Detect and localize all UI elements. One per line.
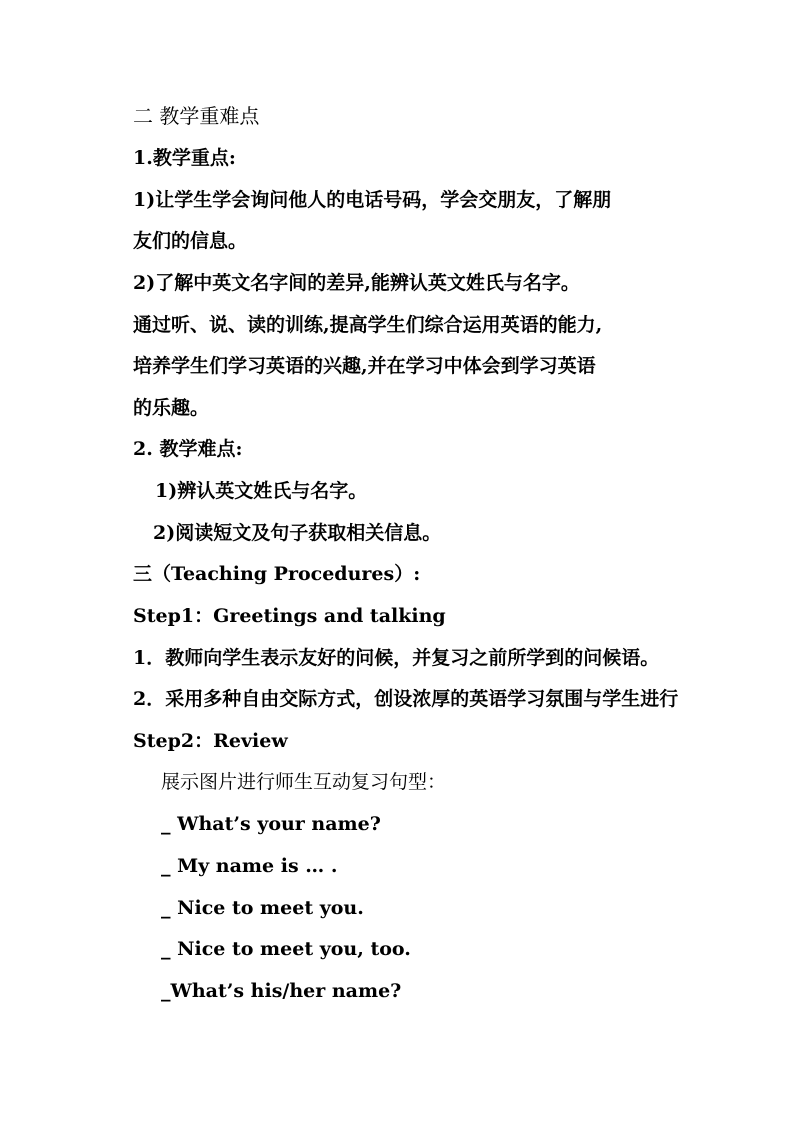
key-point-2: 2)了解中英文名字间的差异,能辨认英文姓氏与名字。 (133, 272, 580, 294)
review-sentence: _ Nice to meet you. (161, 897, 364, 919)
step1-item-1: 1．教师向学生表示友好的问候，并复习之前所学到的问候语。 (133, 647, 660, 669)
section-heading-key-difficult-points: 二 教学重难点 (133, 104, 260, 128)
step2-intro: 展示图片进行师生互动复习句型： (161, 771, 447, 793)
paragraph-line-3: 的乐趣。 (133, 397, 210, 419)
step1-item-2: 2．采用多种自由交际方式，创设浓厚的英语学习氛围与学生进行 (133, 688, 679, 710)
step2-title: Step2：Review (133, 730, 288, 752)
difficult-point-1: 1)辨认英文姓氏与名字。 (155, 480, 368, 502)
difficult-points-title: 2. 教学难点: (133, 438, 243, 460)
key-points-title: 1.教学重点: (133, 147, 236, 169)
section-heading-teaching-procedures: 三（Teaching Procedures）: (133, 563, 421, 585)
key-point-1-line-2: 友们的信息。 (133, 230, 248, 252)
review-sentence: _ Nice to meet you, too. (161, 938, 411, 960)
review-sentence: _What’s his/her name? (161, 980, 402, 1002)
step1-title: Step1：Greetings and talking (133, 605, 446, 627)
key-point-1-line-1: 1)让学生学会询问他人的电话号码，学会交朋友，了解朋 (133, 189, 612, 211)
paragraph-line-2: 培养学生们学习英语的兴趣,并在学习中体会到学习英语 (133, 355, 596, 377)
review-sentence: _ My name is … . (161, 855, 338, 877)
difficult-point-2: 2)阅读短文及句子获取相关信息。 (153, 522, 442, 544)
paragraph-line-1: 通过听、说、读的训练,提高学生们综合运用英语的能力, (133, 314, 603, 336)
review-sentence: _ What’s your name? (161, 813, 381, 835)
